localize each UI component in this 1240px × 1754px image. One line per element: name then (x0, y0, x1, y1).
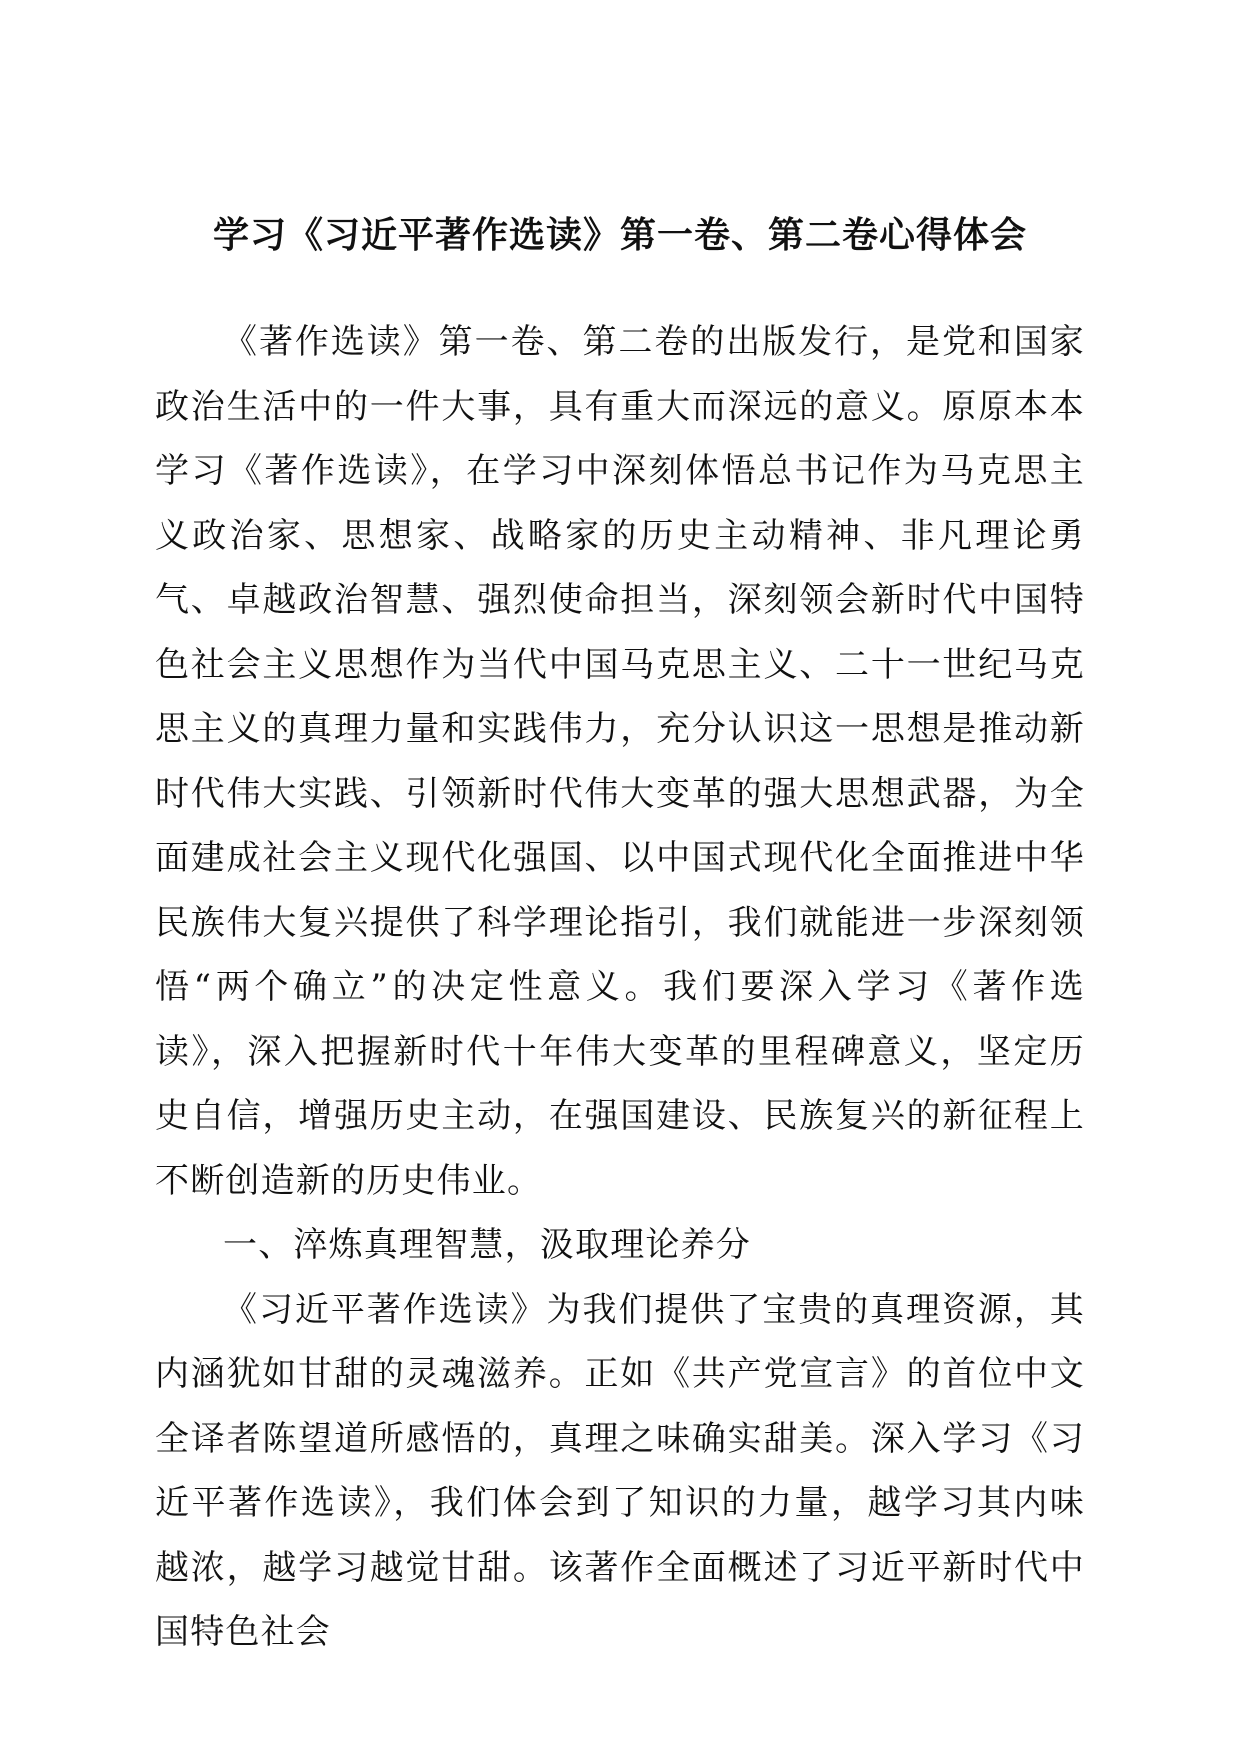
paragraph-section-1: 《习近平著作选读》为我们提供了宝贵的真理资源，其内涵犹如甘甜的灵魂滋养。正如《共产党宣言》的首位中文全译者陈望道所感悟的，真理之味确实甜美。深入学习《习近平著作选读》，我们体会到了知识的力量，越学习其内味越浓，越学习越觉甘甜。该著作全面概述了习近平新时代中国特色社会 (155, 1289, 1085, 1652)
paragraph-intro: 《著作选读》第一卷、第二卷的出版发行，是党和国家政治生活中的一件大事，具有重大而深远的意义。原原本本学习《著作选读》，在学习中深刻体悟总书记作为马克思主义政治家、思想家、战略家的历史主动精神、非凡理论勇气、卓越政治智慧、强烈使命担当，深刻领会新时代中国特色社会主义思想作为当代中国马克思主义、二十一世纪马克思主义的真理力量和实践伟力，充分认识这一思想是推动新时代伟大实践、引领新时代伟大变革的强大思想武器，为全面建成社会主义现代化强国、以中国式现代化全面推进中华民族伟大复兴提供了科学理论指引，我们就能进一步深刻领悟“两个确立”的决定性意义。我们要深入学习《著作选读》，深入把握新时代十年伟大变革的里程碑意义，坚定历史自信，增强历史主动，在强国建设、民族复兴的新征程上不断创造新的历史伟业。 (155, 322, 1085, 1201)
section-heading: 一、淬炼真理智慧，汲取理论养分 (223, 1225, 751, 1265)
document-body (155, 310, 1085, 1665)
document-title: 学习《习近平著作选读》第一卷、第二卷心得体会 (212, 215, 1027, 256)
